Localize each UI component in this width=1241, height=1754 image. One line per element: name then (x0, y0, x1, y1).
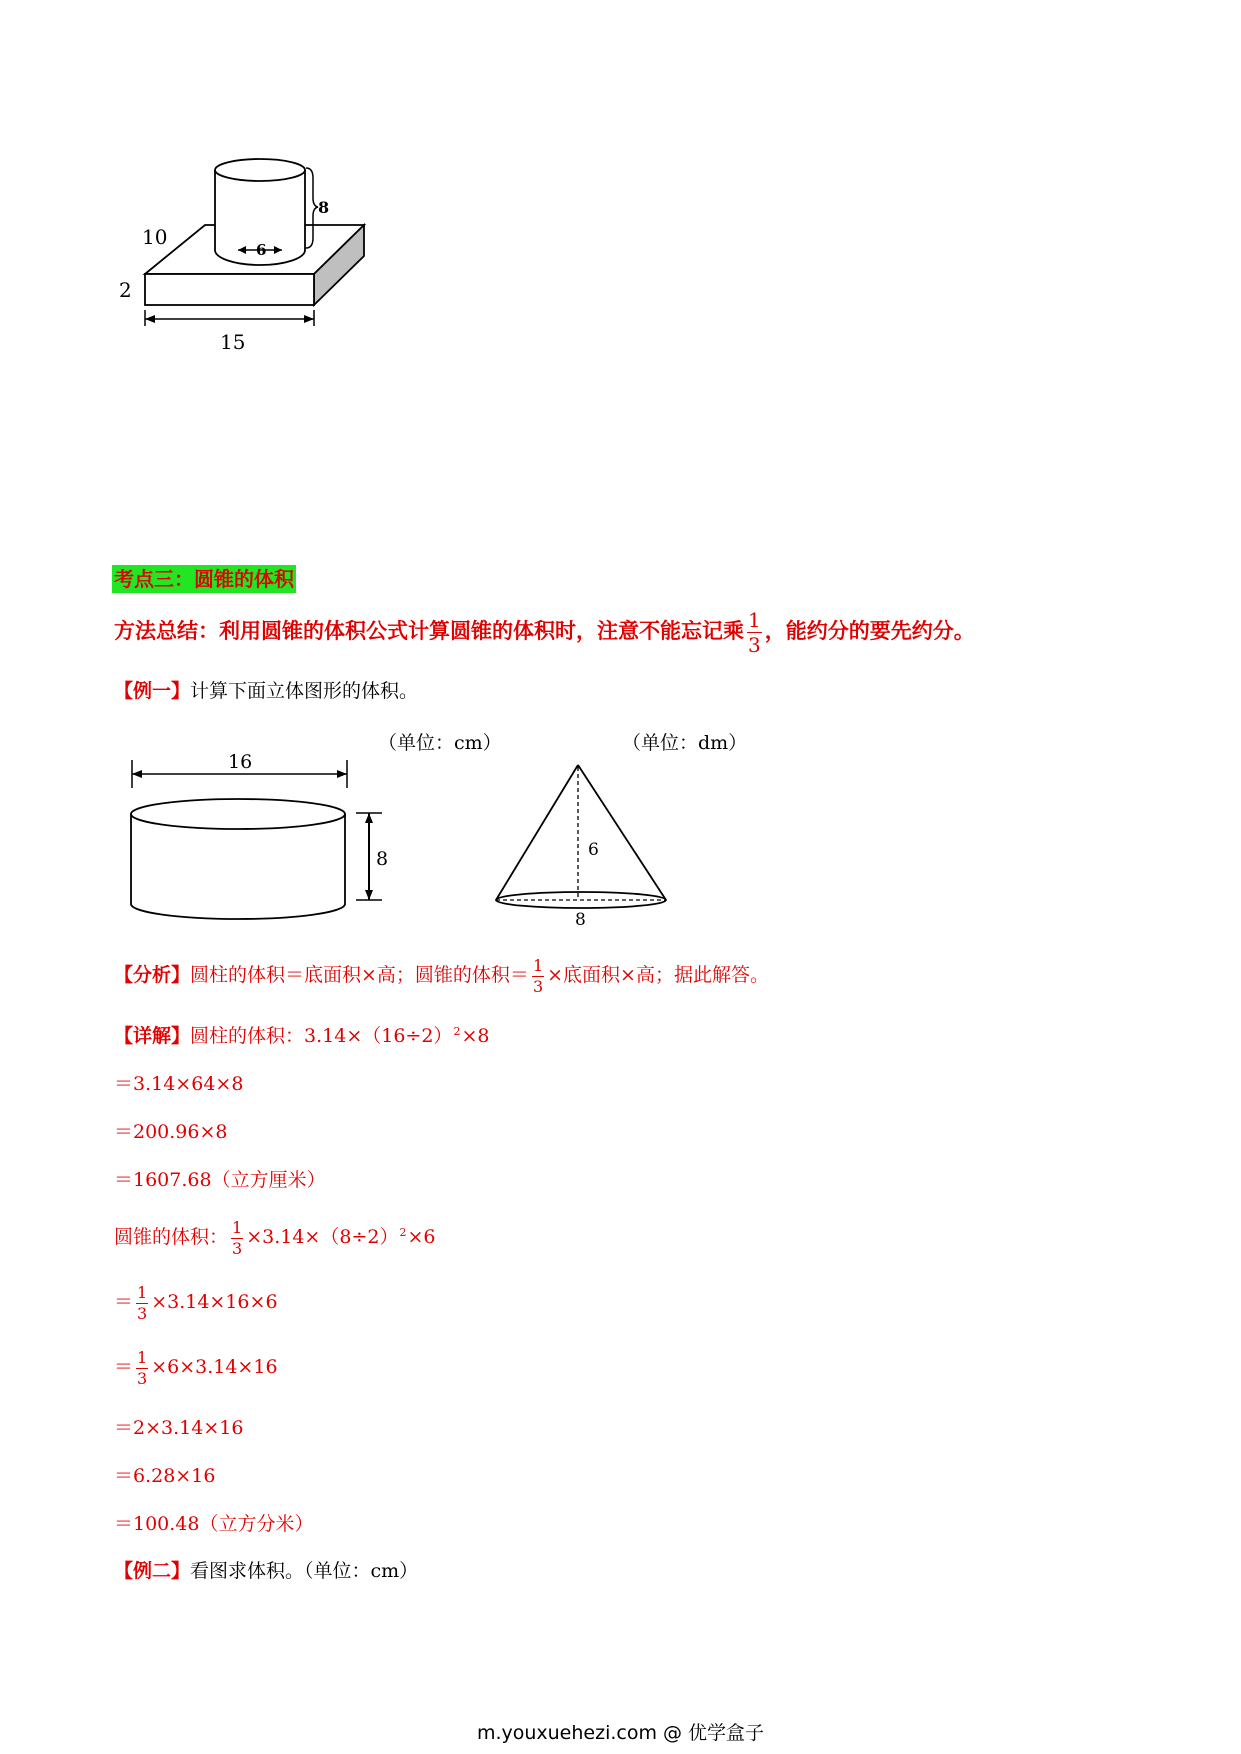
method-fraction (747, 610, 762, 655)
section-title-container (112, 566, 296, 592)
solution-line-3: ＝200.96×8 (114, 1121, 228, 1143)
solution-line-6-fraction (136, 1282, 148, 1323)
example2-header (114, 1558, 418, 1584)
solution-line-5-fraction (231, 1217, 243, 1258)
method-summary-end: ，能约分的要先约分。 (764, 618, 975, 643)
solution-line-1 (114, 1023, 489, 1049)
label-box-height: 2 (119, 278, 132, 302)
solution-line-5-mid: ×3.14×（8÷2） (246, 1226, 399, 1248)
fraction-denominator: 3 (748, 633, 761, 657)
label-cylinder-diameter: 16 (228, 751, 253, 773)
footer-watermark: m.youxuehezi.com @ 优学盒子 (476, 1722, 765, 1744)
solution-line-1-end: ×8 (461, 1025, 490, 1047)
figure-cone (488, 755, 688, 930)
method-summary-text: 方法总结：利用圆锥的体积公式计算圆锥的体积时，注意不能忘记乘 (114, 618, 744, 643)
solution-line-1-exponent: 2 (453, 1025, 461, 1038)
solution-tag: 【详解】 (114, 1025, 191, 1047)
unit-cylinder: （单位：cm） (378, 732, 502, 754)
fraction-denominator: 3 (232, 1238, 243, 1258)
example2-text: 看图求体积。（单位：cm） (190, 1560, 419, 1582)
fraction-numerator: 1 (532, 955, 544, 975)
solution-line-4: ＝1607.68（立方厘米） (114, 1169, 326, 1191)
fraction-denominator: 3 (137, 1303, 148, 1323)
solution-line-5-text: 圆锥的体积： (114, 1226, 229, 1248)
analysis-text: 圆柱的体积＝底面积×高；圆锥的体积＝ (190, 964, 529, 986)
label-cone-diameter: 8 (575, 910, 586, 930)
analysis-tag: 【分析】 (114, 964, 191, 986)
fraction-numerator: 1 (748, 608, 761, 632)
solution-line-6-end: ×3.14×16×6 (151, 1291, 278, 1313)
fraction-numerator: 1 (137, 1282, 148, 1302)
unit-cone: （单位：dm） (622, 732, 748, 754)
solution-line-5-exponent: 2 (399, 1226, 407, 1239)
solution-line-1-text: 圆柱的体积：3.14×（16÷2） (190, 1025, 453, 1047)
figure-cylinder (120, 748, 400, 928)
solution-line-7-fraction (136, 1347, 148, 1388)
section-title: 考点三：圆锥的体积 (114, 567, 294, 591)
fraction-numerator: 1 (232, 1217, 243, 1237)
solution-line-6 (114, 1277, 278, 1327)
label-depth: 10 (142, 225, 168, 249)
analysis-line (114, 950, 769, 1000)
solution-line-7 (114, 1342, 278, 1392)
label-cone-height: 6 (588, 840, 599, 860)
solution-line-5-end: ×6 (407, 1226, 436, 1248)
example2-tag: 【例二】 (114, 1560, 191, 1582)
solution-line-5 (114, 1212, 435, 1262)
cylinder-top-ellipse (131, 799, 345, 829)
solution-line-9: ＝6.28×16 (114, 1465, 216, 1487)
solution-line-7-end: ×6×3.14×16 (151, 1356, 278, 1378)
figure-cylinder-on-cuboid (110, 150, 430, 410)
label-cylinder-height: 8 (318, 198, 330, 217)
cuboid-front-face (145, 274, 314, 305)
solution-line-6-text: ＝ (114, 1291, 134, 1313)
solution-line-2: ＝3.14×64×8 (114, 1073, 244, 1095)
solution-line-8: ＝2×3.14×16 (114, 1417, 244, 1439)
label-diameter: 6 (256, 241, 267, 259)
method-summary (114, 606, 975, 656)
analysis-text-end: ×底面积×高；据此解答。 (547, 964, 769, 986)
example1-tag: 【例一】 (114, 680, 191, 702)
analysis-fraction (532, 955, 544, 996)
cylinder-top (215, 159, 305, 181)
label-length: 15 (220, 330, 246, 354)
solution-line-7-text: ＝ (114, 1356, 134, 1378)
example1-header (114, 678, 418, 704)
fraction-denominator: 3 (532, 976, 544, 996)
label-cylinder-height-2: 8 (376, 848, 389, 870)
solution-line-10: ＝100.48（立方分米） (114, 1513, 314, 1535)
fraction-numerator: 1 (137, 1347, 148, 1367)
example1-text: 计算下面立体图形的体积。 (190, 680, 419, 702)
fraction-denominator: 3 (137, 1368, 148, 1388)
